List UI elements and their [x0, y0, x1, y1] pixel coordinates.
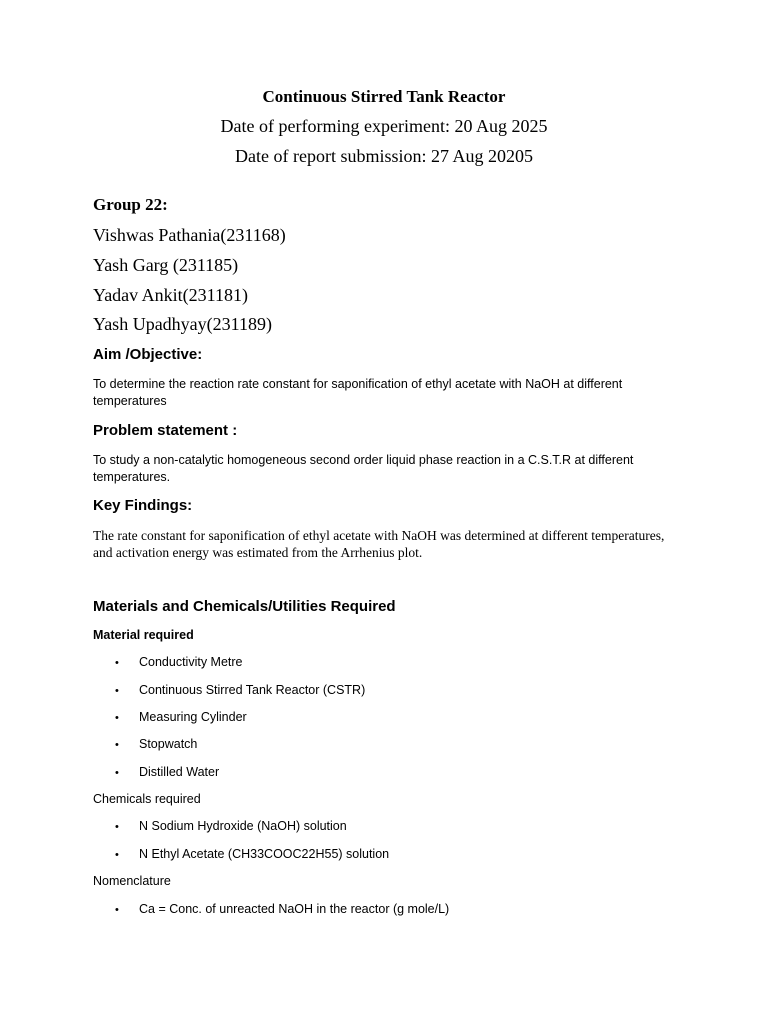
- bullet-icon: •: [115, 685, 119, 697]
- group-member: Yash Upadhyay(231189): [93, 314, 272, 334]
- list-item: [115, 655, 243, 669]
- list-item: [115, 902, 449, 916]
- aim-heading: Aim /Objective:: [93, 346, 203, 363]
- bullet-icon: •: [115, 712, 119, 724]
- material-required-heading: Material required: [93, 628, 194, 642]
- list-item-label: Ca = Conc. of unreacted NaOH in the reactor (g mole/L): [139, 902, 450, 916]
- list-item-label: Distilled Water: [139, 765, 220, 779]
- list-item-label: N Ethyl Acetate (CH33COOC22H55) solution: [139, 847, 390, 861]
- list-item-label: N Sodium Hydroxide (NaOH) solution: [139, 819, 347, 833]
- bullet-icon: •: [115, 904, 119, 916]
- bullet-icon: •: [115, 821, 119, 833]
- aim-text: To determine the reaction rate constant for saponification of ethyl acetate with NaOH at different temperatures: [93, 377, 623, 408]
- list-item: [115, 737, 197, 751]
- materials-heading: Materials and Chemicals/Utilities Required: [93, 598, 396, 615]
- nomenclature-heading: Nomenclature: [93, 874, 171, 888]
- list-item-label: Conductivity Metre: [139, 655, 243, 669]
- group-member: Yadav Ankit(231181): [93, 285, 249, 305]
- list-item: [115, 765, 219, 779]
- list-item: [115, 819, 347, 833]
- group-member: Yash Garg (231185): [93, 255, 239, 275]
- bullet-icon: •: [115, 849, 119, 861]
- list-item-label: Continuous Stirred Tank Reactor (CSTR): [139, 683, 366, 697]
- list-item: [115, 683, 365, 697]
- document-title: Continuous Stirred Tank Reactor: [262, 87, 506, 106]
- findings-text: The rate constant for saponification of ethyl acetate with NaOH was determined at different temperatures, and activation energy was estimated from the Arrhenius plot.: [93, 528, 665, 560]
- findings-heading: Key Findings:: [93, 497, 193, 514]
- problem-heading: Problem statement :: [93, 422, 238, 439]
- date-submitted: Date of report submission: 27 Aug 20205: [235, 146, 533, 166]
- group-heading: Group 22:: [93, 195, 168, 214]
- group-member: Vishwas Pathania(231168): [93, 225, 286, 245]
- chemicals-heading: Chemicals required: [93, 792, 201, 806]
- problem-text: To study a non-catalytic homogeneous second order liquid phase reaction in a C.S.T.R at different temperatures.: [93, 453, 634, 484]
- date-performed: Date of performing experiment: 20 Aug 2025: [220, 116, 548, 136]
- list-item: [115, 710, 247, 724]
- list-item-label: Measuring Cylinder: [139, 710, 247, 724]
- bullet-icon: •: [115, 767, 119, 779]
- bullet-icon: •: [115, 739, 119, 751]
- list-item: [115, 847, 389, 861]
- list-item-label: Stopwatch: [139, 737, 198, 751]
- bullet-icon: •: [115, 657, 119, 669]
